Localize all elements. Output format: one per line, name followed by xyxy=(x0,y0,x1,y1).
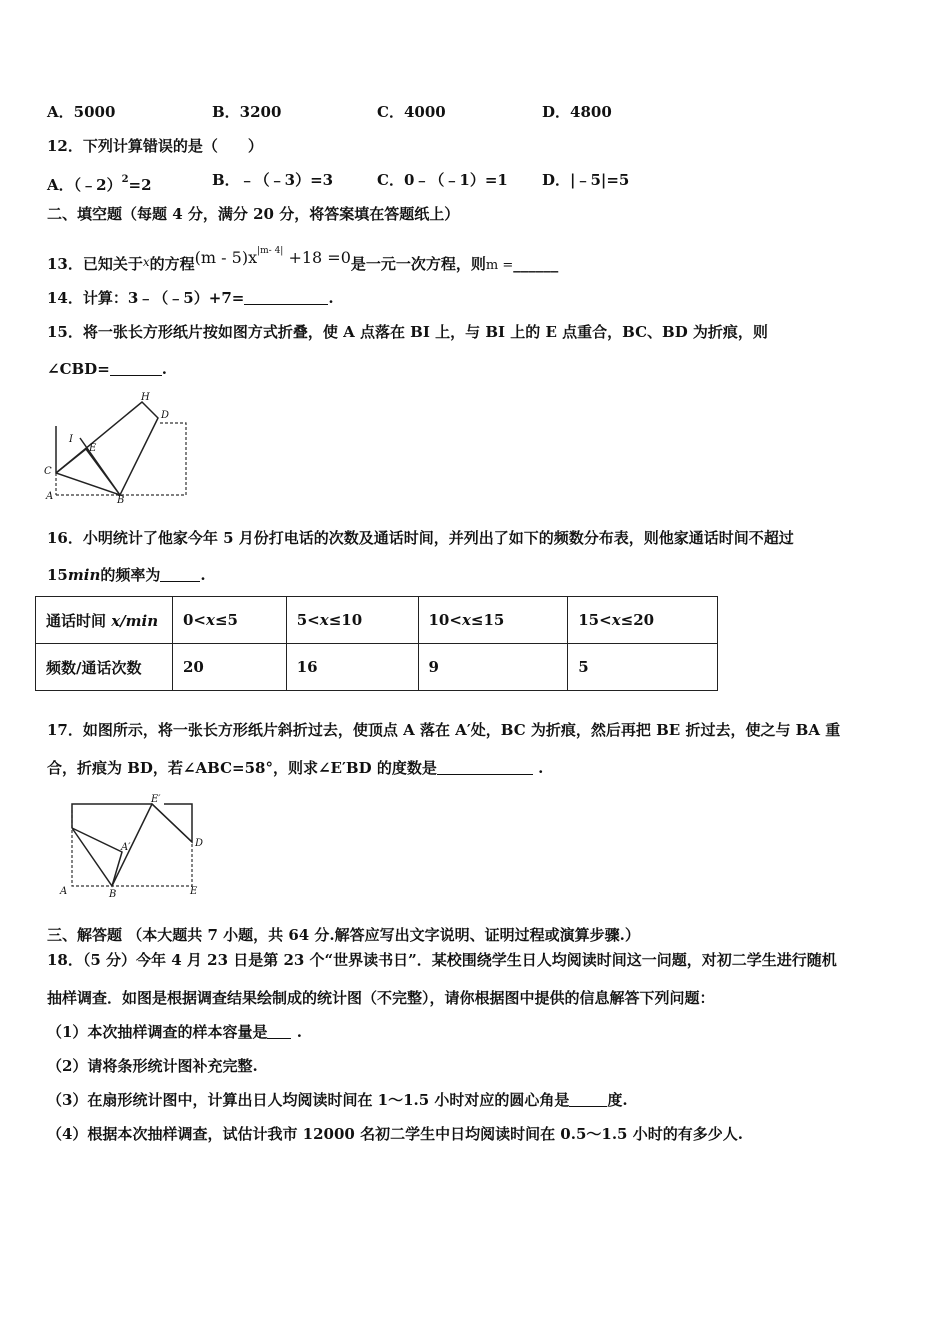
q11-option-b: B．3200 xyxy=(212,103,282,121)
table-row2-label: 频数/通话次数 xyxy=(36,644,173,691)
q15-label-a: A xyxy=(46,491,54,502)
q11-option-a: A．5000 xyxy=(47,103,116,121)
q12-option-b: B．﹣（﹣3）=3 xyxy=(212,171,334,189)
table-range-cell: 15<x≤20 xyxy=(568,597,718,644)
table-range-cell: 5<x≤10 xyxy=(286,597,418,644)
table-count-cell: 9 xyxy=(418,644,568,691)
q18-part4: （4）根据本次抽样调查，试估计我市 12000 名初二学生中日均阅读时间在 0.5～1.5 小时的有多少人. xyxy=(47,1125,743,1143)
table-row xyxy=(36,597,718,644)
q14-answer-blank[interactable] xyxy=(244,290,328,305)
q15-label-i: I xyxy=(69,434,73,445)
q15-fold-figure xyxy=(40,388,195,503)
q17-line1: 17．如图所示，将一张长方形纸片斜折过去，使顶点 A 落在 A′处，BC 为折痕，然后再把 BE 折过去，使之与 BA 重 xyxy=(47,721,841,739)
q15-label-d: D xyxy=(161,410,170,421)
q13-text: 13．已知关于$^x$的方程$(m - 5)x^{|m- 4|} +18 =0$是一元一次方程，则m =______ xyxy=(47,246,559,273)
q11-option-d: D．4800 xyxy=(542,103,612,121)
q17-left-fold xyxy=(72,828,122,886)
q18-part1: （1）本次抽样调查的样本容量是 . xyxy=(47,1023,302,1041)
q17-rect-dashed xyxy=(72,810,192,886)
q17-fold-figure xyxy=(56,790,216,900)
table-header-label: 通话时间 x/min xyxy=(36,597,173,644)
q15-label-h: H xyxy=(141,392,150,403)
frequency-table xyxy=(35,596,718,691)
q15-line1: 15．将一张长方形纸片按如图方式折叠，使 A 点落在 BI 上，与 BI 上的 E 点重合，BC、BD 为折痕，则 xyxy=(47,323,768,341)
q18-line2: 抽样调查．如图是根据调查结果绘制成的统计图（不完整），请你根据图中提供的信息解答下列问题： xyxy=(47,989,715,1007)
q18-part1-blank[interactable] xyxy=(267,1024,291,1039)
q17-label-d: D xyxy=(195,838,204,849)
q17-fold-edges xyxy=(72,804,192,886)
q18-part3: （3）在扇形统计图中，计算出日人均阅读时间在 1～1.5 小时对应的圆心角是 度. xyxy=(47,1091,628,1109)
q17-label-e: E xyxy=(190,886,198,897)
q14-text: 14．计算：3﹣（﹣5）+7= . xyxy=(47,289,334,307)
q15-answer-blank[interactable] xyxy=(110,361,162,376)
q12-option-d: D．|﹣5|=5 xyxy=(542,171,630,189)
table-count-cell: 20 xyxy=(173,644,287,691)
q17-label-a: A xyxy=(60,886,68,897)
q15-label-c: C xyxy=(44,466,52,477)
table-row xyxy=(36,644,718,691)
q16-line2: 15min的频率为 . xyxy=(47,566,206,584)
section-3-heading: 三、解答题 （本大题共 7 小题，共 64 分.解答应写出文字说明、证明过程或演算步骤.） xyxy=(47,926,640,944)
table-range-cell: 10<x≤15 xyxy=(418,597,568,644)
q17-line2: 合，折痕为 BD，若∠ABC=58°，则求∠E′BD 的度数是 . xyxy=(47,759,544,777)
q12-option-c: C．0﹣（﹣1）=1 xyxy=(377,171,508,189)
q16-line1: 16．小明统计了他家今年 5 月份打电话的次数及通话时间，并列出了如下的频数分布表，则他家通话时间不超过 xyxy=(47,529,794,547)
table-count-cell: 16 xyxy=(286,644,418,691)
q12-option-a: A．（﹣2）$^2$=2 xyxy=(47,174,152,194)
section-2-heading: 二、填空题（每题 4 分，满分 20 分，将答案填在答题纸上） xyxy=(47,205,460,223)
table-range-cell: 0<x≤5 xyxy=(173,597,287,644)
q17-label-e-prime: E′ xyxy=(151,794,161,805)
q15-label-e: E xyxy=(89,443,97,454)
q18-part3-blank[interactable] xyxy=(569,1092,607,1107)
q15-fold-shape xyxy=(56,402,158,495)
q15-rect-dashed xyxy=(56,423,186,495)
q17-answer-blank[interactable] xyxy=(437,760,533,775)
q17-top-edge xyxy=(72,804,152,828)
table-count-cell: 5 xyxy=(568,644,718,691)
q18-part2: （2）请将条形统计图补充完整. xyxy=(47,1057,258,1075)
q17-label-a-prime: A′ xyxy=(121,842,131,853)
q12-stem: 12．下列计算错误的是（ ） xyxy=(47,137,263,155)
q17-label-b: B xyxy=(109,889,117,900)
q16-answer-blank[interactable] xyxy=(160,567,200,582)
q18-line1: 18．（5 分）今年 4 月 23 日是第 23 个“世界读书日”．某校围绕学生日人均阅读时间这一问题，对初二学生进行随机 xyxy=(47,951,837,969)
q15-label-b: B xyxy=(117,495,125,503)
q11-option-c: C．4000 xyxy=(377,103,446,121)
q15-line2: ∠CBD= . xyxy=(47,360,167,378)
